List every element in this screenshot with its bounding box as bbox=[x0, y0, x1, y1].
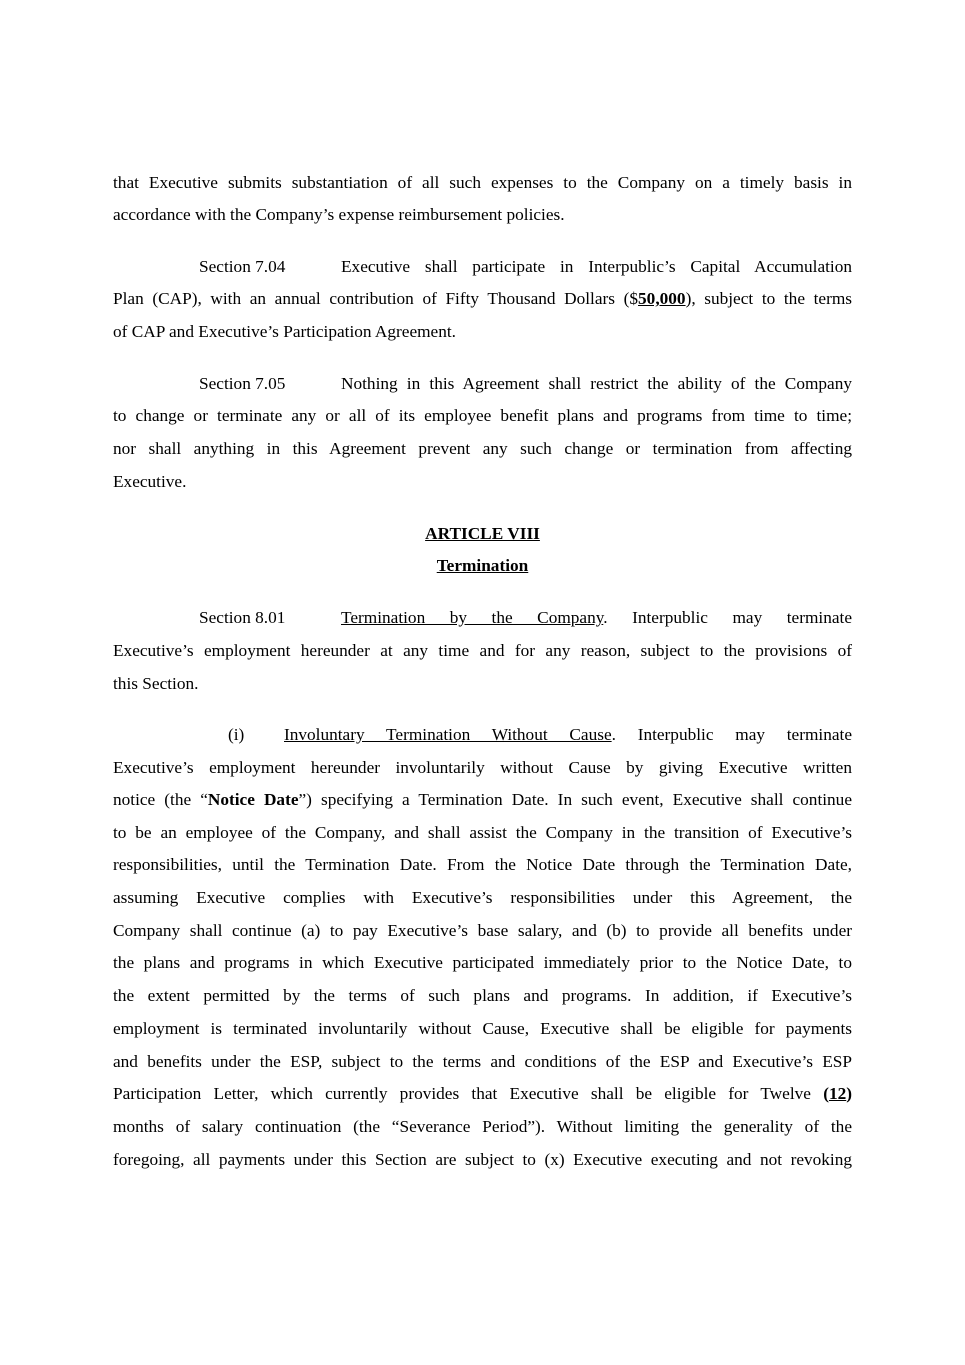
text-line bbox=[113, 920, 852, 942]
text-line bbox=[113, 204, 852, 226]
text-segment: the extent permitted by the terms of such plans and programs. In addition, if Executive’s bbox=[113, 986, 852, 1005]
text-segment: the plans and programs in which Executive participated immediately prior to the Notice Date, to bbox=[113, 953, 852, 972]
text-line bbox=[341, 373, 852, 395]
emphasized-text: 50,000 bbox=[638, 289, 686, 308]
text-segment: nor shall anything in this Agreement prevent any such change or termination from affecting bbox=[113, 439, 852, 458]
text-line bbox=[113, 757, 852, 779]
text-segment: . Interpublic may terminate bbox=[603, 608, 852, 627]
text-segment: Plan (CAP), with an annual contribution of Fifty Thousand Dollars ($ bbox=[113, 289, 639, 308]
text-segment: to change or terminate any or all of its employee benefit plans and programs from time to time; bbox=[113, 406, 852, 425]
text-segment: ), subject to the terms bbox=[685, 289, 852, 308]
text-segment: notice (the “ bbox=[113, 790, 208, 809]
text-segment: of CAP and Executive’s Participation Agreement. bbox=[113, 322, 456, 341]
text-segment: ”) specifying a Termination Date. In such event, Executive shall continue bbox=[298, 790, 852, 809]
text-segment: Nothing in this Agreement shall restrict the ability of the Company bbox=[341, 374, 852, 393]
text-segment: Executive. bbox=[113, 472, 187, 491]
text-segment: employment is terminated involuntarily without Cause, Executive shall be eligible for payments bbox=[113, 1019, 852, 1038]
text-line bbox=[113, 1083, 852, 1105]
text-line bbox=[113, 288, 852, 310]
text-segment: this Section. bbox=[113, 674, 199, 693]
text-segment: Participation Letter, which currently provides that Executive shall be eligible for Twelve bbox=[113, 1084, 824, 1103]
emphasized-text: Termination by the Company bbox=[341, 608, 604, 627]
emphasized-text: Termination bbox=[436, 556, 529, 575]
text-segment: accordance with the Company’s expense reimbursement policies. bbox=[113, 205, 565, 224]
article-heading-line bbox=[113, 555, 852, 577]
text-line bbox=[113, 438, 852, 460]
text-line bbox=[113, 640, 852, 662]
emphasized-text: Notice Date bbox=[207, 790, 299, 809]
text-segment: months of salary continuation (the “Severance Period”). Without limiting the generality of the bbox=[113, 1117, 852, 1136]
section-number: Section 7.05 bbox=[199, 374, 286, 393]
emphasized-text: Involuntary Termination Without Cause bbox=[284, 725, 612, 744]
text-line bbox=[284, 724, 852, 746]
text-line bbox=[113, 985, 852, 1007]
emphasized-text: 12 bbox=[828, 1084, 847, 1103]
text-line bbox=[113, 1116, 852, 1138]
text-line bbox=[113, 887, 852, 909]
text-segment: that Executive submits substantiation of all such expenses to the Company on a timely basis in bbox=[113, 173, 852, 192]
text-segment: foregoing, all payments under this Section are subject to (x) Executive executing and not revoking bbox=[113, 1150, 852, 1169]
text-line bbox=[113, 1149, 852, 1171]
text-segment: Executive shall participate in Interpublic’s Capital Accumulation bbox=[341, 257, 852, 276]
text-line bbox=[113, 952, 852, 974]
section-number: Section 7.04 bbox=[199, 257, 286, 276]
section-number: Section 8.01 bbox=[199, 608, 286, 627]
text-segment: Company shall continue (a) to pay Executive’s base salary, and (b) to provide all benefits under bbox=[113, 921, 852, 940]
text-line bbox=[113, 1018, 852, 1040]
text-segment: assuming Executive complies with Executive’s responsibilities under this Agreement, the bbox=[113, 888, 852, 907]
text-segment: to be an employee of the Company, and shall assist the Company in the transition of Executive’s bbox=[113, 823, 852, 842]
text-line bbox=[113, 854, 852, 876]
text-segment: responsibilities, until the Termination Date. From the Notice Date through the Termination Date, bbox=[113, 855, 852, 874]
text-segment: Executive’s employment hereunder at any time and for any reason, subject to the provisions of bbox=[113, 641, 852, 660]
text-line bbox=[113, 172, 852, 194]
emphasized-text: ) bbox=[846, 1084, 852, 1103]
text-line bbox=[113, 789, 852, 811]
emphasized-text: ( bbox=[823, 1084, 829, 1103]
text-segment: Executive’s employment hereunder involuntarily without Cause by giving Executive written bbox=[113, 758, 852, 777]
section-number: (i) bbox=[228, 725, 245, 744]
text-segment: . Interpublic may terminate bbox=[611, 725, 852, 744]
emphasized-text: ARTICLE VIII bbox=[425, 524, 540, 543]
text-segment: and benefits under the ESP, subject to the terms and conditions of the ESP and Executive’s ESP bbox=[113, 1052, 852, 1071]
text-line bbox=[113, 673, 852, 695]
text-line bbox=[113, 822, 852, 844]
text-line bbox=[341, 607, 852, 629]
text-line bbox=[113, 405, 852, 427]
text-line bbox=[113, 1051, 852, 1073]
article-heading-line bbox=[113, 523, 852, 545]
text-line bbox=[113, 321, 852, 343]
text-line bbox=[113, 471, 852, 493]
text-line bbox=[341, 256, 852, 278]
